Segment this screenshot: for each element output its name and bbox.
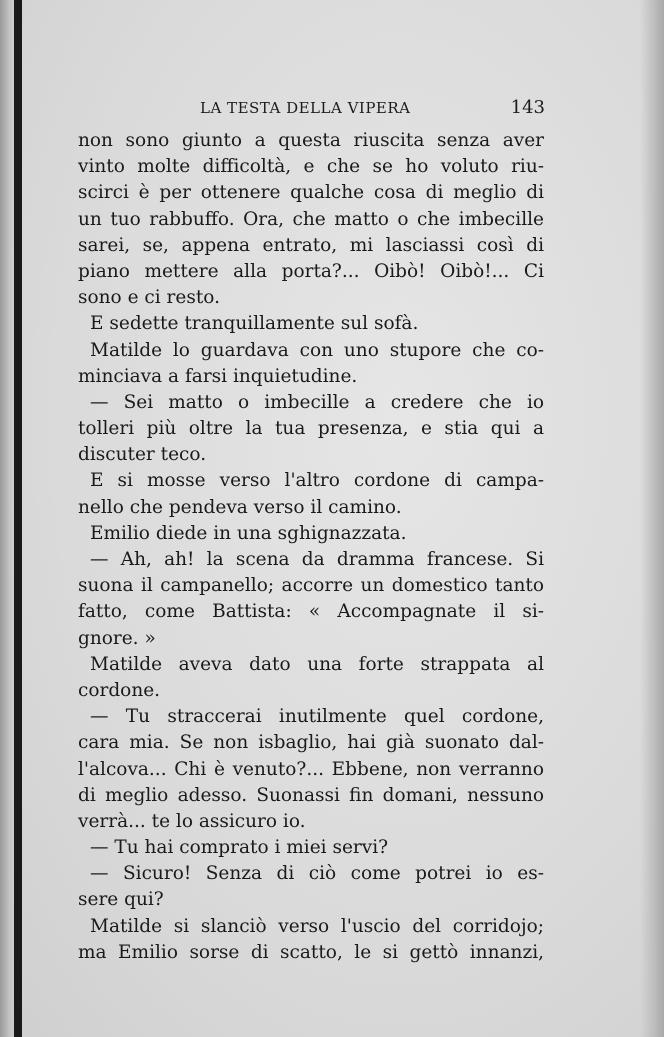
text-line: discuter teco. — [78, 444, 207, 466]
text-line: — Sicuro! Senza di ciò come potrei io es- — [90, 863, 544, 885]
running-title: LA TESTA DELLA VIPERA — [200, 99, 411, 117]
text-line: scirci è per ottenere qualche cosa di meglio di — [78, 182, 544, 204]
text-line: cordone. — [78, 679, 161, 701]
text-line: suona il campanello; accorre un domestico tanto — [78, 575, 544, 597]
text-line: Matilde si slanciò verso l'uscio del corridojo; — [90, 915, 544, 937]
text-line: l'alcova... Chi è venuto?... Ebbene, non verranno — [78, 758, 544, 780]
text-line: vinto molte difficoltà, e che se ho voluto riu- — [78, 156, 544, 178]
text-line: E si mosse verso l'altro cordone di campa- — [90, 470, 544, 492]
binding-edge — [14, 0, 22, 1037]
text-line: minciava a farsi inquietudine. — [78, 365, 358, 387]
text-line: Matilde lo guardava con uno stupore che co- — [90, 339, 544, 361]
page-header — [200, 95, 545, 125]
text-line: piano mettere alla porta?... Oibò! Oibò!... Ci — [78, 260, 544, 282]
text-line: non sono giunto a questa riuscita senza aver — [78, 130, 544, 151]
text-line: tolleri più oltre la tua presenza, e stia qui a — [78, 418, 544, 440]
text-line: Matilde aveva dato una forte strappata al — [90, 653, 544, 675]
text-line: gnore. » — [78, 627, 156, 649]
text-line: — Ah, ah! la scena da dramma francese. Si — [90, 549, 544, 570]
text-line: fatto, come Battista: « Accompagnate il si- — [78, 601, 544, 623]
text-line: sono e ci resto. — [78, 287, 220, 309]
text-line: ma Emilio sorse di scatto, le si gettò innanzi, — [78, 941, 544, 963]
text-line: sere qui? — [78, 889, 164, 911]
text-line: verrà... te lo assicuro io. — [78, 810, 306, 832]
text-line: di meglio adesso. Suonassi fin domani, nessuno — [78, 784, 544, 806]
text-line: Emilio diede in una sghignazzata. — [90, 522, 407, 544]
page-number: 143 — [510, 97, 545, 118]
text-line: E sedette tranquillamente sul sofà. — [90, 313, 419, 335]
text-line: — Sei matto o imbecille a credere che io — [90, 391, 544, 413]
text-line: — Tu hai comprato i miei servi? — [90, 837, 389, 859]
text-line: sarei, se, appena entrato, mi lasciassi così di — [78, 234, 544, 256]
body-text — [78, 128, 544, 966]
text-line: cara mia. Se non isbaglio, hai già suonato dal- — [78, 732, 544, 754]
text-line: nello che pendeva verso il camino. — [78, 496, 402, 518]
page-edge-shadow — [640, 0, 664, 1037]
text-line: un tuo rabbuffo. Ora, che matto o che imbecille — [78, 208, 544, 230]
text-line: — Tu straccerai inutilmente quel cordone, — [90, 706, 544, 728]
